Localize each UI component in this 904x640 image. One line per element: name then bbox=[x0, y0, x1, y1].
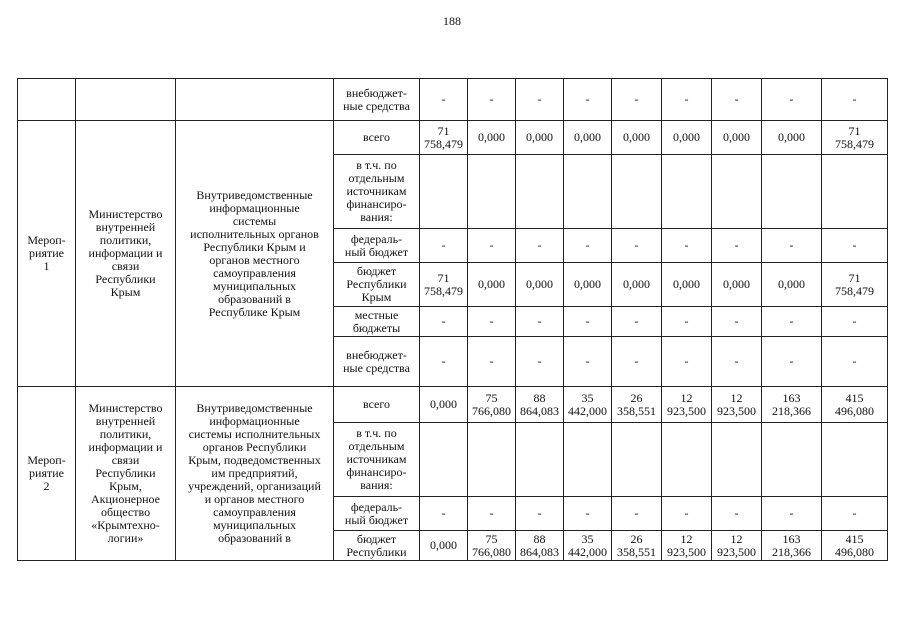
value-cell: - bbox=[516, 307, 564, 337]
value-cell: 0,000 bbox=[762, 263, 822, 307]
value-cell: - bbox=[822, 337, 888, 387]
value-cell: 163 218,366 bbox=[762, 531, 822, 561]
event-cell bbox=[18, 79, 76, 121]
funding-source-label: внебюджет- ные средства bbox=[334, 337, 420, 387]
value-cell bbox=[712, 155, 762, 229]
value-cell: 0,000 bbox=[516, 263, 564, 307]
funding-source-label: федераль- ный бюджет bbox=[334, 497, 420, 531]
value-cell: 415 496,080 bbox=[822, 387, 888, 423]
value-cell bbox=[762, 155, 822, 229]
value-cell: 12 923,500 bbox=[662, 387, 712, 423]
value-cell: - bbox=[662, 229, 712, 263]
value-cell: 12 923,500 bbox=[712, 387, 762, 423]
value-cell: 163 218,366 bbox=[762, 387, 822, 423]
executor-cell: Министерство внутренней политики, информации и связи Республики Крым, Акционерное общество «Крымтехно- логии» bbox=[76, 387, 176, 561]
value-cell: 0,000 bbox=[468, 263, 516, 307]
value-cell: 35 442,000 bbox=[564, 531, 612, 561]
value-cell: 0,000 bbox=[712, 121, 762, 155]
value-cell: - bbox=[564, 229, 612, 263]
value-cell: 0,000 bbox=[420, 531, 468, 561]
value-cell: - bbox=[822, 497, 888, 531]
value-cell: - bbox=[564, 79, 612, 121]
value-cell: 12 923,500 bbox=[712, 531, 762, 561]
value-cell bbox=[712, 423, 762, 497]
executor-cell: Министерство внутренней политики, информации и связи Республики Крым bbox=[76, 121, 176, 387]
value-cell: - bbox=[516, 79, 564, 121]
value-cell: - bbox=[662, 79, 712, 121]
funding-source-label: бюджет Республики Крым bbox=[334, 263, 420, 307]
value-cell: 88 864,083 bbox=[516, 531, 564, 561]
value-cell bbox=[762, 423, 822, 497]
value-cell: - bbox=[762, 497, 822, 531]
value-cell bbox=[822, 423, 888, 497]
value-cell: 0,000 bbox=[564, 263, 612, 307]
value-cell: 415 496,080 bbox=[822, 531, 888, 561]
value-cell: 26 358,551 bbox=[612, 531, 662, 561]
funding-source-label: всего bbox=[334, 121, 420, 155]
event-cell: Мероп- риятие 1 bbox=[18, 121, 76, 387]
funding-source-label: местные бюджеты bbox=[334, 307, 420, 337]
table-row bbox=[18, 121, 888, 155]
value-cell: 0,000 bbox=[712, 263, 762, 307]
funding-table bbox=[17, 78, 888, 561]
value-cell bbox=[564, 155, 612, 229]
value-cell: - bbox=[612, 307, 662, 337]
funding-source-label: в т.ч. по отдельным источникам финансиро- вания: bbox=[334, 155, 420, 229]
value-cell bbox=[420, 155, 468, 229]
value-cell: 0,000 bbox=[612, 263, 662, 307]
value-cell: 26 358,551 bbox=[612, 387, 662, 423]
name-cell bbox=[176, 79, 334, 121]
value-cell: 0,000 bbox=[516, 121, 564, 155]
value-cell bbox=[822, 155, 888, 229]
funding-source-label: федераль- ный бюджет bbox=[334, 229, 420, 263]
value-cell: - bbox=[822, 79, 888, 121]
value-cell bbox=[612, 155, 662, 229]
value-cell: - bbox=[762, 229, 822, 263]
value-cell bbox=[564, 423, 612, 497]
value-cell: 0,000 bbox=[468, 121, 516, 155]
value-cell: 12 923,500 bbox=[662, 531, 712, 561]
funding-source-label: бюджет Республики bbox=[334, 531, 420, 561]
value-cell: - bbox=[564, 307, 612, 337]
value-cell: - bbox=[712, 229, 762, 263]
value-cell: - bbox=[564, 497, 612, 531]
value-cell: - bbox=[762, 337, 822, 387]
value-cell: 0,000 bbox=[662, 263, 712, 307]
value-cell: - bbox=[712, 307, 762, 337]
value-cell: 71 758,479 bbox=[420, 121, 468, 155]
value-cell: 71 758,479 bbox=[822, 121, 888, 155]
value-cell: - bbox=[712, 79, 762, 121]
value-cell: - bbox=[822, 307, 888, 337]
page-number: 188 bbox=[443, 14, 461, 28]
value-cell: 0,000 bbox=[564, 121, 612, 155]
value-cell: - bbox=[662, 337, 712, 387]
value-cell: 75 766,080 bbox=[468, 387, 516, 423]
name-cell: Внутриведомственные информационные системы исполнительных органов Республики Крым и органов местного самоуправления муниципальных образований в Республике Крым bbox=[176, 121, 334, 387]
value-cell: - bbox=[612, 79, 662, 121]
value-cell: - bbox=[420, 307, 468, 337]
value-cell: 88 864,083 bbox=[516, 387, 564, 423]
value-cell: - bbox=[468, 229, 516, 263]
name-cell: Внутриведомственные информационные системы исполнительных органов Республики Крым, подведомственных им предприятий, учреждений, организаций и органов местного самоуправления муниципальных образований в bbox=[176, 387, 334, 561]
value-cell: - bbox=[468, 307, 516, 337]
value-cell: 35 442,000 bbox=[564, 387, 612, 423]
value-cell: 0,000 bbox=[762, 121, 822, 155]
value-cell bbox=[468, 155, 516, 229]
value-cell: - bbox=[712, 337, 762, 387]
value-cell: 71 758,479 bbox=[822, 263, 888, 307]
value-cell: - bbox=[762, 307, 822, 337]
value-cell: - bbox=[468, 497, 516, 531]
value-cell: - bbox=[516, 497, 564, 531]
value-cell: - bbox=[662, 497, 712, 531]
funding-source-label: всего bbox=[334, 387, 420, 423]
value-cell bbox=[516, 423, 564, 497]
value-cell: - bbox=[612, 337, 662, 387]
value-cell: - bbox=[420, 337, 468, 387]
funding-source-label: внебюджет- ные средства bbox=[334, 79, 420, 121]
value-cell bbox=[420, 423, 468, 497]
table-row bbox=[18, 387, 888, 423]
value-cell: - bbox=[612, 229, 662, 263]
value-cell: 0,000 bbox=[612, 121, 662, 155]
value-cell: 0,000 bbox=[662, 121, 712, 155]
value-cell: - bbox=[762, 79, 822, 121]
value-cell: - bbox=[712, 497, 762, 531]
value-cell: - bbox=[564, 337, 612, 387]
value-cell: - bbox=[516, 337, 564, 387]
value-cell: 75 766,080 bbox=[468, 531, 516, 561]
executor-cell bbox=[76, 79, 176, 121]
value-cell bbox=[662, 155, 712, 229]
value-cell: 71 758,479 bbox=[420, 263, 468, 307]
value-cell: - bbox=[420, 79, 468, 121]
value-cell: - bbox=[468, 79, 516, 121]
value-cell: - bbox=[420, 229, 468, 263]
value-cell: - bbox=[468, 337, 516, 387]
value-cell: - bbox=[420, 497, 468, 531]
value-cell: - bbox=[516, 229, 564, 263]
value-cell: - bbox=[662, 307, 712, 337]
value-cell bbox=[516, 155, 564, 229]
event-cell: Мероп- риятие 2 bbox=[18, 387, 76, 561]
value-cell: 0,000 bbox=[420, 387, 468, 423]
value-cell bbox=[662, 423, 712, 497]
value-cell: - bbox=[822, 229, 888, 263]
funding-source-label: в т.ч. по отдельным источникам финансиро- вания: bbox=[334, 423, 420, 497]
value-cell: - bbox=[612, 497, 662, 531]
value-cell bbox=[612, 423, 662, 497]
value-cell bbox=[468, 423, 516, 497]
table-row bbox=[18, 79, 888, 121]
